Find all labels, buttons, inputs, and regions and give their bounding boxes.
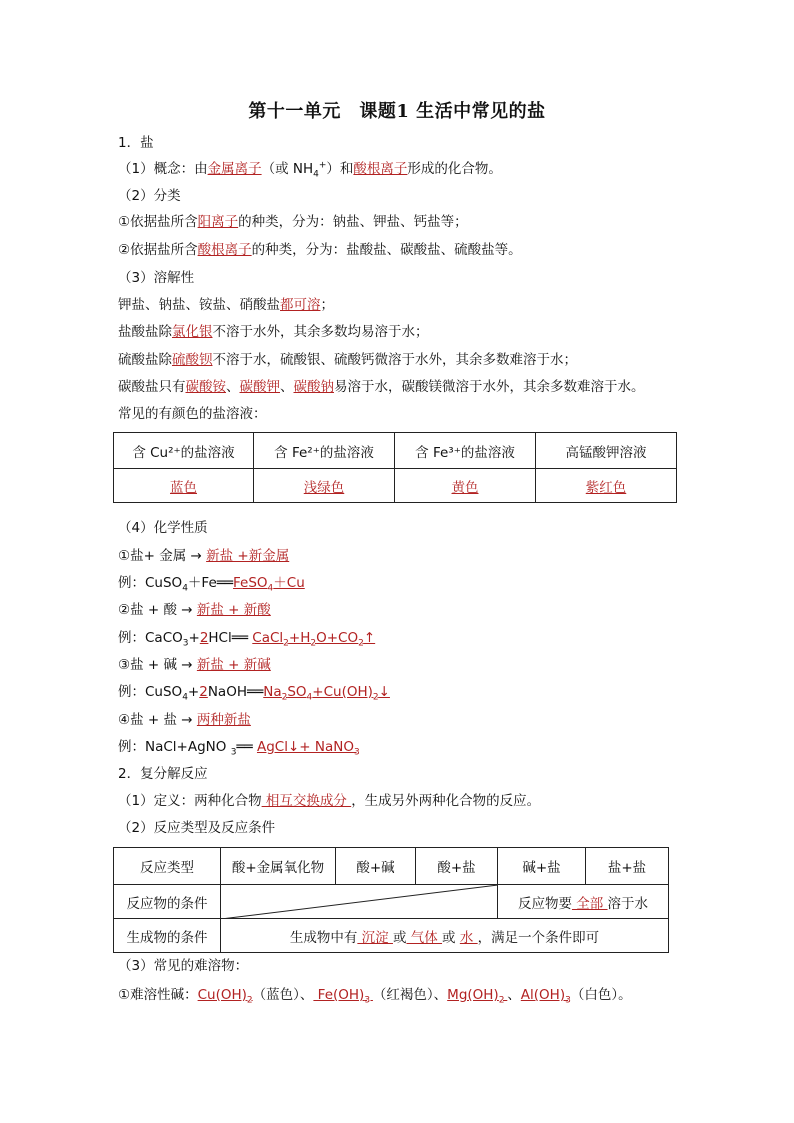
answer-text: 全部 <box>571 895 608 912</box>
definition-line: （1）定义：两种化合物 相互交换成分 ，生成另外两种化合物的反应。 <box>118 793 541 809</box>
classify-item-1: ①依据盐所含阳离子的种类，分为：钠盐、钾盐、钙盐等； <box>118 214 468 230</box>
answer-text: 两种新盐 <box>196 712 251 728</box>
answer-text: 氯化银 <box>172 324 213 340</box>
color-table-header: 含 Fe³⁺的盐溶液 <box>395 433 536 469</box>
answer-text: FeSO$_4$＋Cu <box>233 575 305 594</box>
reaction-rule-4: ④盐 + 盐 → 两种新盐 <box>118 712 251 728</box>
answer-text: $CaCl_2+H_2O+CO_2↑$ <box>252 630 376 649</box>
answer-text: 气体 <box>406 929 443 946</box>
reaction-example-2: 例：CaCO$_3$+2HCl══ $CaCl_2+H_2O+CO_2↑$ <box>118 630 376 649</box>
solubility-item-1: 钾盐、钠盐、铵盐、硝酸盐都可溶； <box>118 297 334 313</box>
answer-text: 碳酸钠 <box>293 379 334 395</box>
answer-text: $Al(OH)_3$ <box>520 987 571 1006</box>
reaction-example-1: 例：CuSO$_4$＋Fe══FeSO$_4$＋Cu <box>118 575 305 594</box>
insoluble-heading: （3）常见的难溶物： <box>118 958 249 974</box>
insoluble-bases-line: ①难溶性碱：$Cu(OH)_2$（蓝色）、 $Fe(OH)_3$ （红褐色）、$Mg(OH)_2$ 、$Al(OH)_3$（白色）。 <box>118 987 632 1006</box>
reaction-rule-3: ③盐 + 碱 → 新盐 + 新碱 <box>118 657 271 673</box>
answer-text: 相互交换成分 <box>261 793 352 809</box>
reaction-rule-1: ①盐+ 金属 → 新盐 +新金属 <box>118 548 290 564</box>
solubility-item-3: 硫酸盐除硫酸钡不溶于水，硫酸银、硫酸钙微溶于水外，其余多数难溶于水； <box>118 352 577 368</box>
answer-text: 碳酸钾 <box>239 379 280 395</box>
color-table-cell: 黄色 <box>395 469 536 503</box>
answer-text: 硫酸钡 <box>172 352 213 368</box>
answer-text: 金属离子 <box>207 161 262 177</box>
classify-item-2: ②依据盐所含酸根离子的种类，分为：盐酸盐、碳酸盐、硫酸盐等。 <box>118 242 522 258</box>
reaction-type: 盐+盐 <box>586 848 669 885</box>
page-title: 第十一单元 课题1 生活中常见的盐 <box>248 101 546 122</box>
classify-heading: （2）分类 <box>118 188 181 204</box>
concept-line: （1）概念：由金属离子（或 $NH_4^+$）和酸根离子形成的化合物。 <box>118 160 502 180</box>
reaction-type: 碱+盐 <box>498 848 586 885</box>
diagonal-cell <box>221 885 498 919</box>
color-table-header: 含 Fe²⁺的盐溶液 <box>254 433 395 469</box>
section-1-heading: 1．盐 <box>118 135 154 151</box>
answer-text: 新盐 + 新酸 <box>196 602 271 618</box>
answer-text: 酸根离子 <box>197 242 252 258</box>
product-condition: 生成物中有 沉淀 或 气体 或 水 ，满足一个条件即可 <box>221 919 669 953</box>
reaction-example-4: 例：NaCl+AgNO $_3$══ AgCl↓+ NaNO$_3$ <box>118 739 360 758</box>
color-table-header: 高锰酸钾溶液 <box>536 433 677 469</box>
color-table <box>113 432 677 503</box>
table-row-label: 反应物的条件 <box>114 885 221 919</box>
reaction-type: 酸+金属氧化物 <box>221 848 336 885</box>
answer-text: 阳离子 <box>197 214 239 230</box>
color-table-header: 含 Cu²⁺的盐溶液 <box>114 433 254 469</box>
reaction-types-heading: （2）反应类型及反应条件 <box>118 820 276 836</box>
answer-text: 新盐 + 新碱 <box>196 657 271 673</box>
answer-text: 都可溶 <box>280 297 321 313</box>
diagonal-line <box>221 885 498 919</box>
solubility-heading: （3）溶解性 <box>118 270 195 286</box>
table-row-label: 反应类型 <box>114 848 221 885</box>
answer-text: $Cu(OH)_2$ <box>197 987 253 1006</box>
solubility-item-2: 盐酸盐除氯化银不溶于水外，其余多数均易溶于水； <box>118 324 429 340</box>
answer-text: 水 <box>459 929 478 946</box>
answer-text: 新盐 +新金属 <box>206 548 290 564</box>
reaction-type: 酸+碱 <box>336 848 416 885</box>
answer-text: $Fe(OH)_3$ <box>313 987 373 1006</box>
answer-text: 沉淀 <box>357 929 393 946</box>
solubility-item-4: 碳酸盐只有碳酸铵、碳酸钾、碳酸钠易溶于水，碳酸镁微溶于水外，其余多数难溶于水。 <box>118 379 645 395</box>
color-table-heading: 常见的有颜色的盐溶液： <box>118 406 267 422</box>
table-row-label: 生成物的条件 <box>114 919 221 953</box>
answer-text: AgCl↓+ NaNO$_3$ <box>256 739 360 758</box>
section-2-heading: 2．复分解反应 <box>118 766 208 782</box>
color-table-cell: 紫红色 <box>536 469 677 503</box>
color-table-cell: 浅绿色 <box>254 469 395 503</box>
reaction-type: 酸+盐 <box>416 848 498 885</box>
answer-text: $Mg(OH)_2$ <box>447 987 508 1006</box>
chem-heading: （4）化学性质 <box>118 520 208 536</box>
reaction-rule-2: ②盐 + 酸 → 新盐 + 新酸 <box>118 602 271 618</box>
color-table-cell: 蓝色 <box>114 469 254 503</box>
reactant-condition: 反应物要 全部 溶于水 <box>498 885 669 919</box>
reaction-conditions-table <box>113 847 669 953</box>
answer-text: 酸根离子 <box>353 161 408 177</box>
answer-text: 碳酸铵 <box>185 379 226 395</box>
reaction-example-3: 例：$CuSO_4+2NaOH══Na_2SO_4+Cu(OH)_2↓$ <box>118 684 390 703</box>
answer-text: $Na_2SO_4+Cu(OH)_2↓$ <box>263 684 390 703</box>
